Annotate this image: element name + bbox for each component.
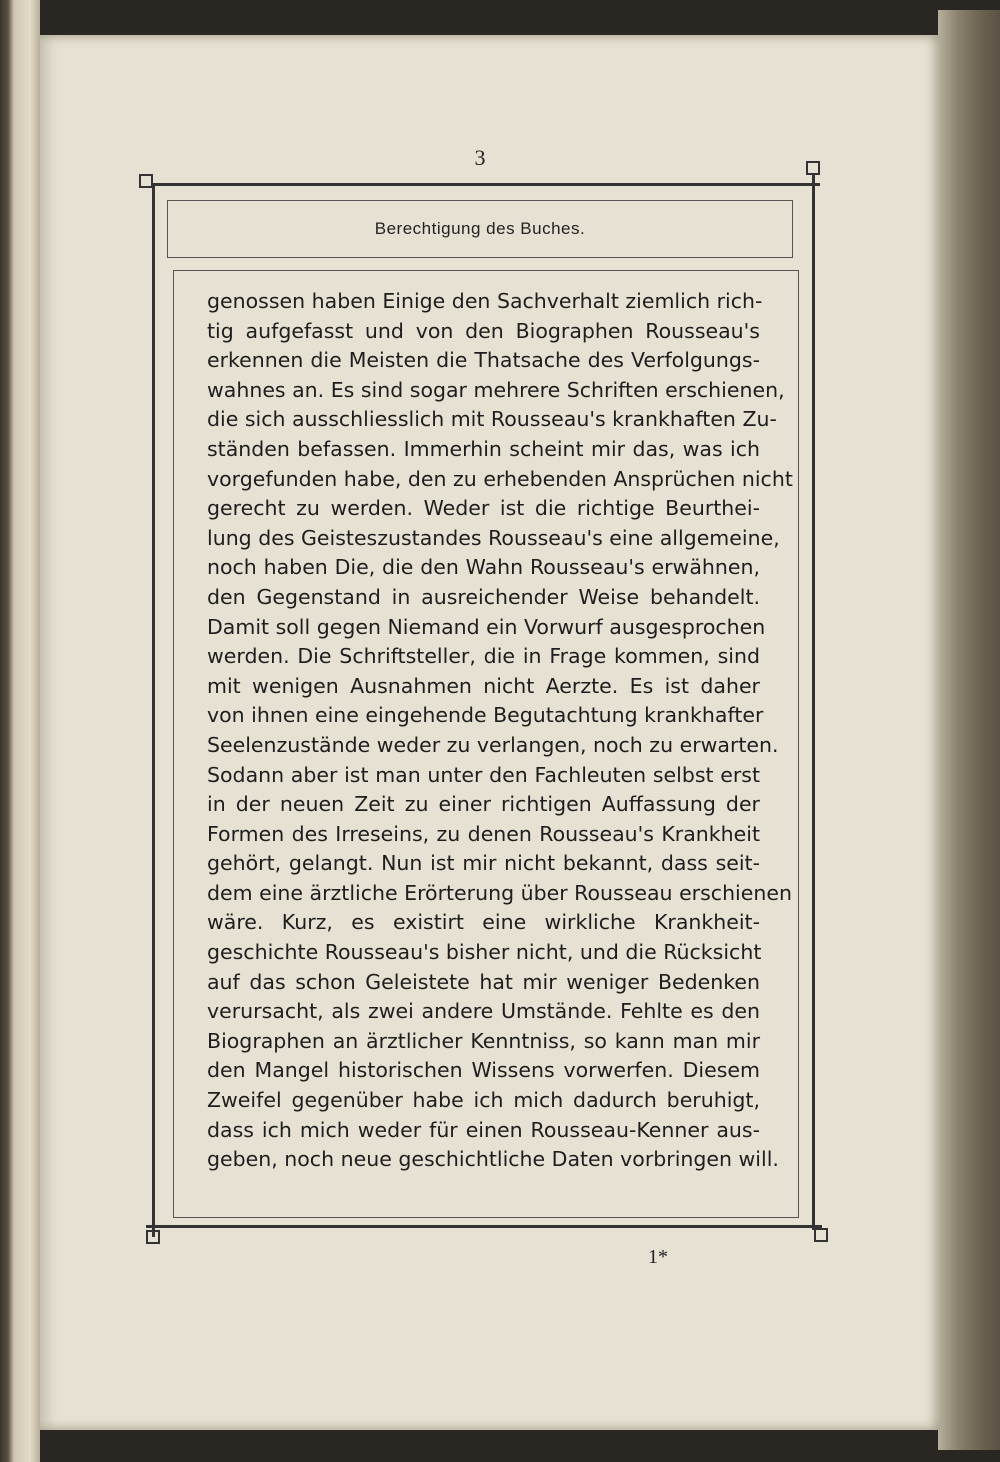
text-line: lung des Geisteszustandes Rousseau's eine allgemeine, [207,525,780,550]
text-line: in der neuen Zeit zu einer richtigen Auffassung der [207,792,760,817]
text-line: die sich ausschliesslich mit Rousseau's krankhaften Zu- [207,407,777,432]
text-line: werden. Die Schriftsteller, die in Frage kommen, sind [207,644,760,669]
running-header-title: Berechtigung des Buches. [374,219,586,238]
text-line: auf das schon Geleistete hat mir weniger Bedenken [207,969,760,994]
page-number: 3 [474,145,486,170]
text-line: verursacht, als zwei andere Umstände. Fehlte es den [207,999,760,1024]
frame-right-rule [812,174,815,1230]
text-line: gerecht zu werden. Weder ist die richtige Beurthei- [207,496,760,521]
text-line: von ihnen eine eingehende Begutachtung krankhafter [207,703,764,728]
text-line: Damit soll gegen Niemand ein Vorwurf ausgesprochen [207,614,766,639]
text-line: den Gegenstand in ausreichender Weise behandelt. [207,584,760,609]
text-line: ständen befassen. Immerhin scheint mir das, was ich [207,436,760,461]
text-line: den Mangel historischen Wissens vorwerfen. Diesem [207,1058,760,1083]
text-line: Zweifel gegenüber habe ich mich dadurch beruhigt, [207,1088,760,1113]
text-line: dass ich mich weder für einen Rousseau-Kenner aus- [207,1117,760,1142]
text-line: erkennen die Meisten die Thatsache des Verfolgungs- [207,348,760,373]
frame-corner-square-bottom-right [814,1228,828,1242]
running-header-box [167,200,793,258]
text-line: Formen des Irreseins, zu denen Rousseau's Krankheit [207,821,760,846]
text-line: gehört, gelangt. Nun ist mir nicht bekannt, dass seit- [207,851,760,876]
text-line: genossen haben Einige den Sachverhalt ziemlich rich- [207,289,763,313]
text-line: geschichte Rousseau's bisher nicht, und die Rücksicht [207,940,762,965]
text-line: dem eine ärztliche Erörterung über Rousseau erschienen [207,880,792,905]
frame-top-rule [153,183,820,186]
text-line: mit wenigen Ausnahmen nicht Aerzte. Es ist daher [207,673,760,698]
frame-corner-square-top-left [139,174,153,188]
text-line: tig aufgefasst und von den Biographen Rousseau's [207,318,760,343]
text-line: wäre. Kurz, es existirt eine wirkliche Krankheit- [207,910,760,935]
book-spine-edge [0,0,40,1462]
book-cover-edge [938,10,1000,1450]
frame-bottom-rule [146,1225,822,1228]
text-line: wahnes an. Es sind sogar mehrere Schriften erschienen, [207,377,785,402]
text-line: Seelenzustände weder zu verlangen, noch zu erwarten. [207,732,779,757]
text-line: vorgefunden habe, den zu erhebenden Ansprüchen nicht [207,466,793,491]
text-line: Sodann aber ist man unter den Fachleuten selbst erst [207,762,760,787]
body-paragraph [207,287,793,1175]
text-line: noch haben Die, die den Wahn Rousseau's erwähnen, [207,555,760,580]
frame-left-rule [152,183,155,1237]
frame-corner-square-top-right [806,161,820,175]
text-line: Biographen an ärztlicher Kenntniss, so kann man mir [207,1028,760,1053]
text-line: geben, noch neue geschichtliche Daten vorbringen will. [207,1147,779,1172]
signature-mark: 1* [648,1246,668,1268]
